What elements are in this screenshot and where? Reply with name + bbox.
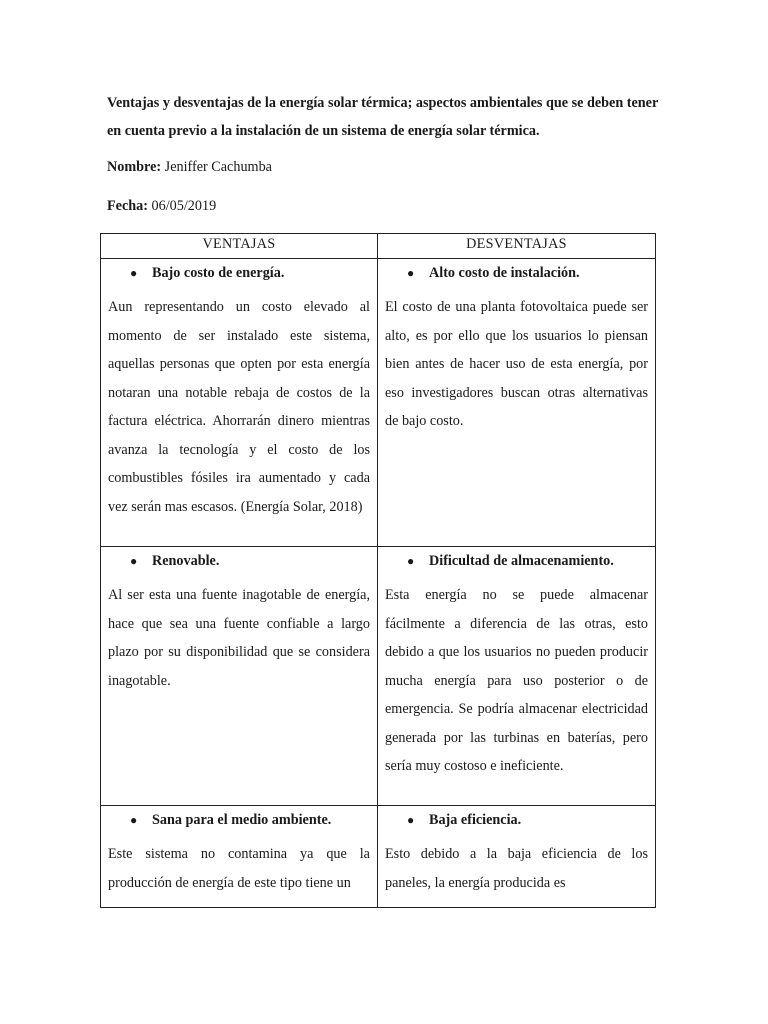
document-title: Ventajas y desventajas de la energía solar térmica; aspectos ambientales que se deben tener en cuenta previo a la instalación de un sistema de energía solar térmica. xyxy=(107,95,659,139)
name-value: Jeniffer Cachumba xyxy=(164,159,272,175)
desventaja-cell xyxy=(378,547,656,806)
desventaja-text: Esta energía no se puede almacenar fácilmente a diferencia de las otras, esto debido a que los usuarios no pueden producir mucha energía para uso posterior o de emergencia. Se podría almacenar electricidad generada por las turbinas en baterías, pero sería muy costoso e ineficiente. xyxy=(385,587,648,774)
bullet-icon: ● xyxy=(407,813,415,827)
date-label: Fecha: xyxy=(107,198,148,214)
desventaja-heading: ● Dificultad de almacenamiento. xyxy=(385,551,648,571)
ventaja-text: Aun representando un costo elevado al momento de ser instalado este sistema, aquellas personas que opten por esta energía notaran una notable rebaja de costos de la factura eléctrica. Ahorrarán dinero mientras avanza la tecnología y el costo de los combustibles fósiles ira aumentado y cada vez serán mas escasos. (Energía Solar, 2018) xyxy=(108,299,370,515)
name-line xyxy=(107,157,272,177)
comparison-table xyxy=(100,233,656,908)
ventaja-text: Al ser esta una fuente inagotable de energía, hace que sea una fuente confiable a largo plazo por su disponibilidad que se considera inagotable. xyxy=(108,587,370,689)
bullet-icon: ● xyxy=(130,554,138,568)
ventaja-heading: ● Renovable. xyxy=(108,551,370,571)
bullet-icon: ● xyxy=(407,554,415,568)
ventaja-heading: ● Bajo costo de energía. xyxy=(108,263,370,283)
date-value: 06/05/2019 xyxy=(151,198,217,214)
ventaja-heading: ● Sana para el medio ambiente. xyxy=(108,810,370,830)
table-row xyxy=(101,806,656,908)
desventaja-heading: ● Alto costo de instalación. xyxy=(385,263,648,283)
date-line xyxy=(107,196,216,216)
table-header-row xyxy=(101,234,656,259)
ventaja-cell xyxy=(101,806,378,908)
ventaja-cell xyxy=(101,259,378,547)
bullet-icon: ● xyxy=(130,266,138,280)
desventaja-text: Esto debido a la baja eficiencia de los paneles, la energía producida es xyxy=(385,846,648,891)
desventaja-cell xyxy=(378,259,656,547)
table-row xyxy=(101,547,656,806)
bullet-icon: ● xyxy=(407,266,415,280)
bullet-icon: ● xyxy=(130,813,138,827)
desventaja-cell xyxy=(378,806,656,908)
ventaja-cell xyxy=(101,547,378,806)
desventaja-heading: ● Baja eficiencia. xyxy=(385,810,648,830)
name-label: Nombre: xyxy=(107,159,162,175)
desventaja-text: El costo de una planta fotovoltaica puede ser alto, es por ello que los usuarios lo piensan bien antes de hacer uso de esta energía, por eso investigadores buscan otras alternativas de bajo costo. xyxy=(385,299,648,429)
header-desventajas: DESVENTAJAS xyxy=(378,234,656,259)
table-row xyxy=(101,259,656,547)
ventaja-text: Este sistema no contamina ya que la producción de energía de este tipo tiene un xyxy=(108,846,370,891)
header-ventajas: VENTAJAS xyxy=(101,234,378,259)
